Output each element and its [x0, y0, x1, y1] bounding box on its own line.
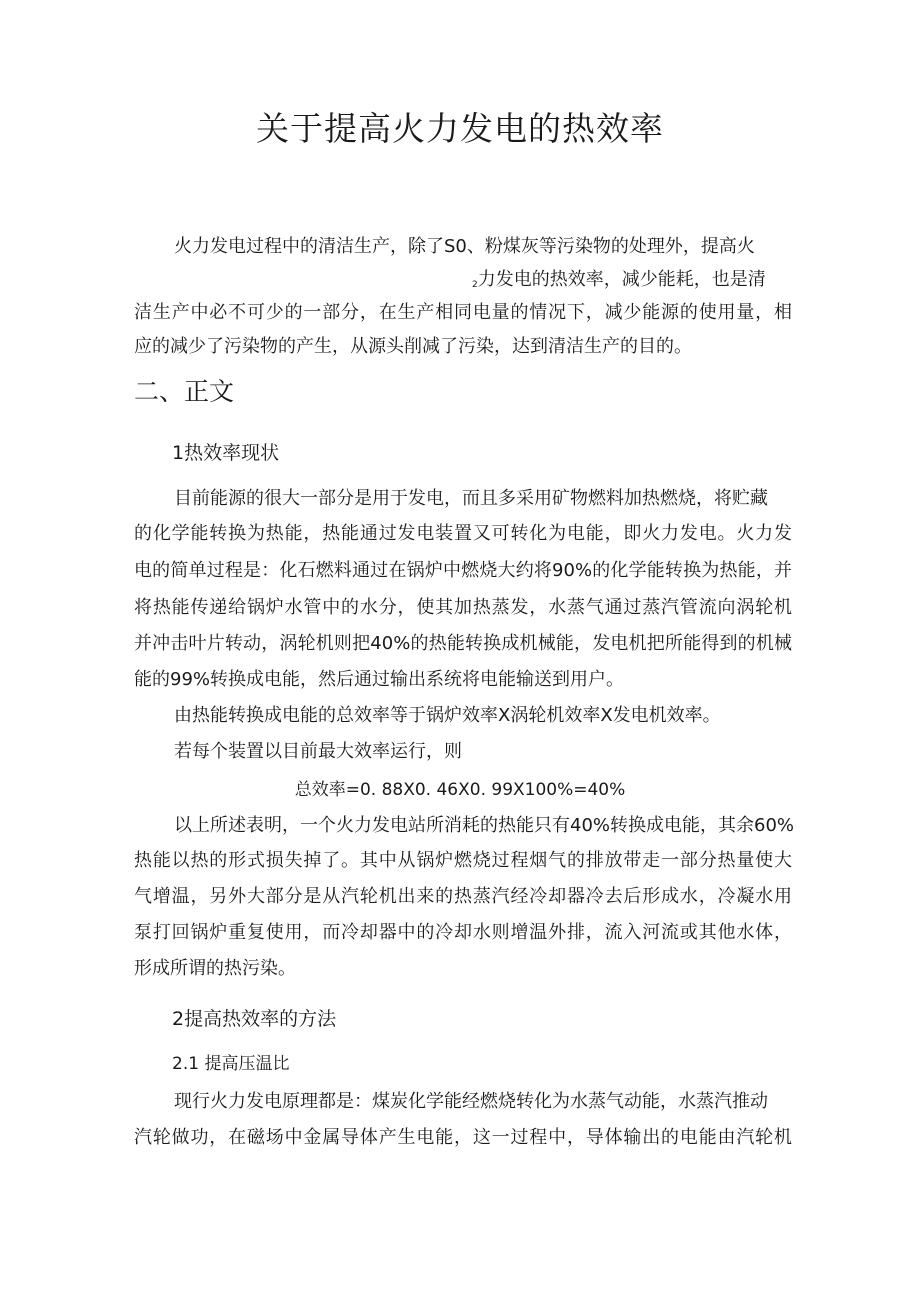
- s1-para1-line-4: 将热能传递给锅炉水管中的水分，使其加热蒸发，水蒸气通过蒸汽管流向涡轮机: [134, 597, 792, 618]
- intro-line-3: 洁生产中必不可少的一部分，在生产相同电量的情况下，减少能源的使用量，相: [134, 302, 792, 323]
- s2-para1-line-1: 现行火力发电原理都是：煤炭化学能经燃烧转化为水蒸气动能，水蒸汽推动: [174, 1091, 768, 1112]
- s1-para1-line-1: 目前能源的很大一部分是用于发电，而且多采用矿物燃料加热燃烧，将贮藏: [174, 488, 768, 509]
- intro-line-4: 应的减少了污染物的产生，从源头削减了污染，达到清洁生产的目的。: [134, 336, 692, 357]
- intro-line-2: [472, 268, 766, 297]
- subsection-2-1-heading: 2.1 提高压温比: [172, 1054, 290, 1074]
- s1-para4-line-3: 气增温，另外大部分是从汽轮机出来的热蒸汽经冷却器冷去后形成水，冷凝水用: [134, 886, 792, 907]
- s1-para4-line-5: 形成所谓的热污染。: [134, 958, 296, 979]
- s1-para1-line-5: 并冲击叶片转动，涡轮机则把40%的热能转换成机械能，发电机把所能得到的机械: [134, 633, 792, 654]
- s1-para3: 若每个装置以目前最大效率运行，则: [174, 741, 462, 762]
- section-2-heading: 2提高热效率的方法: [172, 1008, 337, 1030]
- section-heading-main: 二、正文: [134, 377, 235, 406]
- s1-para4-line-1: 以上所述表明，一个火力发电站所消耗的热能只有40%转换成电能，其余60%: [174, 815, 795, 836]
- s2-para1-line-2: 汽轮做功，在磁场中金属导体产生电能，这一过程中，导体输出的电能由汽轮机: [134, 1127, 792, 1148]
- intro-line-1: 火力发电过程中的清洁生产，除了S0、粉煤灰等污染物的处理外，提高火: [174, 236, 755, 257]
- s1-para4-line-4: 泵打回锅炉重复使用，而冷却器中的冷却水则增温外排，流入河流或其他水体，: [134, 922, 792, 943]
- subscript-2: 2: [472, 280, 478, 290]
- s1-para1-line-3: 电的简单过程是：化石燃料通过在锅炉中燃烧大约将90%的化学能转换为热能，并: [134, 560, 792, 581]
- s1-para1-line-6: 能的99%转换成电能，然后通过输出系统将电能输送到用户。: [134, 669, 625, 690]
- s1-para4-line-2: 热能以热的形式损失掉了。其中从锅炉燃烧过程烟气的排放带走一部分热量使大: [134, 850, 792, 871]
- s1-para2: 由热能转换成电能的总效率等于锅炉效率X涡轮机效率X发电机效率。: [174, 705, 721, 726]
- section-1-heading: 1热效率现状: [172, 442, 280, 464]
- efficiency-formula: 总效率=0. 88X0. 46X0. 99X100%=40%: [294, 780, 626, 800]
- s1-para1-line-2: 的化学能转换为热能，热能通过发电装置又可转化为电能，即火力发电。火力发: [134, 523, 792, 544]
- intro-line-2-text: 力发电的热效率，减少能耗，也是清: [477, 269, 766, 290]
- document-title: 关于提高火力发电的热效率: [256, 109, 664, 148]
